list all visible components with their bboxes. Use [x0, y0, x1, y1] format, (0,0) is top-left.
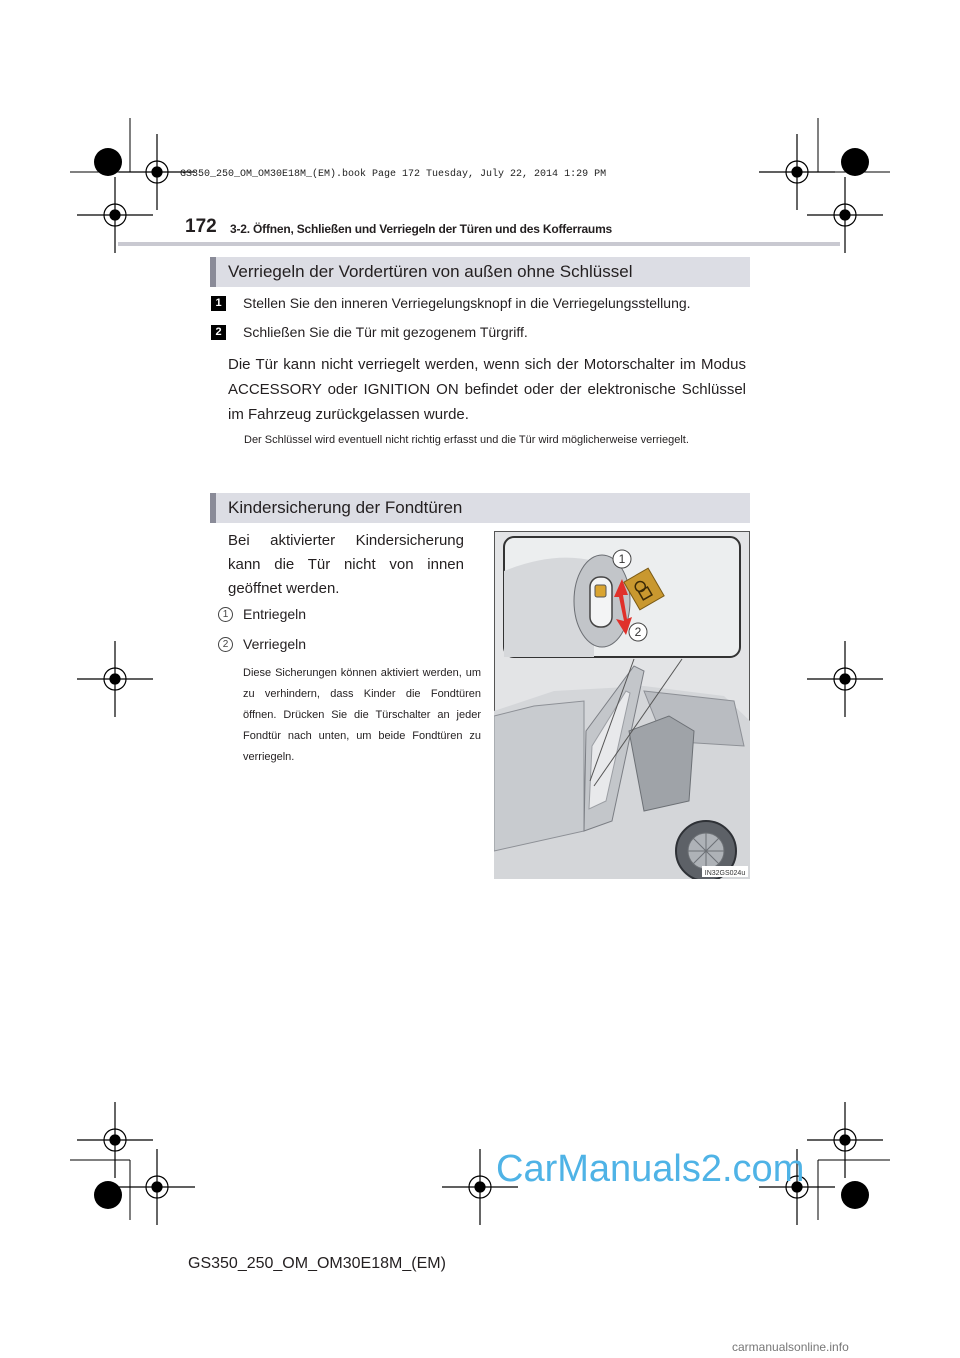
section-heading-text: Verriegeln der Vordertüren von außen ohne Schlüssel: [228, 262, 633, 281]
body-paragraph: Die Tür kann nicht verriegelt werden, wenn sich der Motorschalter im Modus ACCESSORY oder IGNITION ON befindet oder der elektronische Schlüssel im Fahrzeug zurückgelassen wurde.: [228, 356, 746, 423]
item-number-2: 2: [218, 637, 233, 652]
step-badge-2: 2: [211, 325, 226, 340]
section-heading-text: Kindersicherung der Fondtüren: [228, 498, 463, 517]
step-badge-1: 1: [211, 296, 226, 311]
print-info: GS350_250_OM_OM30E18M_(EM).book Page 172 Tuesday, July 22, 2014 1:29 PM: [180, 169, 607, 180]
intro-paragraph: Bei aktivierter Kindersicherung kann die Tür nicht von innen geöffnet werden.: [228, 532, 464, 597]
figure-callout-1: 1: [618, 552, 626, 566]
item-label-lock: Verriegeln: [243, 636, 307, 652]
item-label-unlock: Entriegeln: [243, 606, 307, 622]
section-title: 3-2. Öffnen, Schließen und Verriegeln der Türen und des Kofferraums: [230, 222, 613, 236]
header-rule: [118, 242, 840, 246]
figure-callout-2: 2: [634, 625, 642, 639]
section-heading-child-lock: [210, 493, 750, 523]
step-text-1: Stellen Sie den inneren Verriegelungsknopf in die Verriegelungsstellung.: [243, 295, 691, 311]
car-door-figure: [494, 531, 750, 879]
child-lock-note: Diese Sicherungen können aktiviert werden, um zu verhindern, dass Kinder die Fondtüren öffnen. Drücken Sie die Türschalter an jeder Fondtür nach unten, um beide Fondtüren zu verriegeln.: [243, 667, 481, 763]
section-heading-locking: [210, 257, 750, 287]
watermark-bottom: carmanualsonline.info: [732, 1340, 849, 1354]
item-number-1: 1: [218, 607, 233, 622]
step-text-2: Schließen Sie die Tür mit gezogenem Türgriff.: [243, 324, 528, 340]
child-lock-illustration: [494, 531, 750, 879]
footer-doc-id: GS350_250_OM_OM30E18M_(EM): [188, 1255, 446, 1272]
page-number: 172: [185, 216, 217, 237]
figure-code: IN32GS024u: [704, 870, 746, 877]
watermark: CarManuals2.com: [496, 1148, 805, 1190]
note-text: Der Schlüssel wird eventuell nicht richtig erfasst und die Tür wird möglicherweise verriegelt.: [244, 434, 689, 446]
